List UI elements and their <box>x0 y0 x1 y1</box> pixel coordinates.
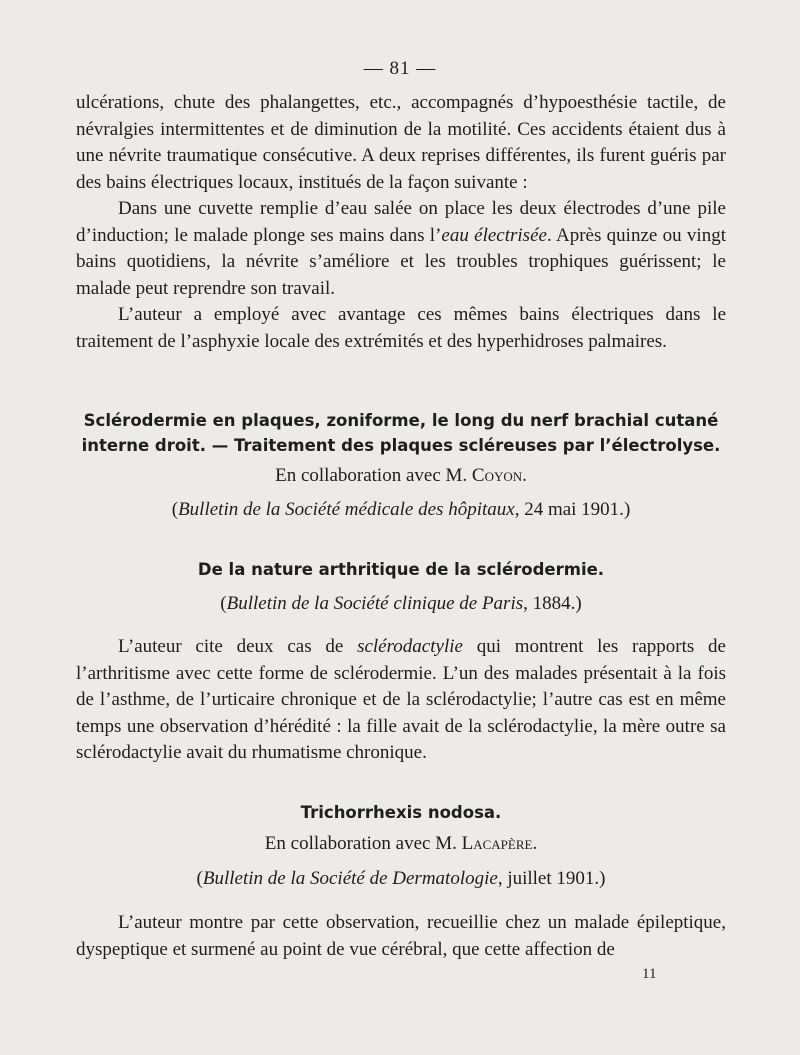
page-number: — 81 — <box>363 58 437 79</box>
section3-body: L’auteur montre par cette observation, recueillie chez un malade épileptique, dyspeptique et surmené au point de vue cérébral, que cette affection de <box>76 912 726 960</box>
collaboration-line-lacapere: En collaboration avec M. Lacapère. <box>264 833 538 854</box>
section-title-sclerodermie-plaques: Sclérodermie en plaques, zoniforme, le long du nerf brachial cutané interne droit. — Traitement des plaques scléreuses par l’électrolyse. <box>81 411 721 455</box>
collaboration-line-coyon: En collaboration avec M. Coyon. <box>275 465 527 486</box>
intro-text <box>76 90 726 355</box>
intro-paragraph-1: ulcérations, chute des phalangettes, etc., accompagnés d’hypoesthésie tactile, de névralgies intermittentes et de diminution de la motilité. Ces accidents étaient dus à une névrite traumatique consécutive. A deux reprises différentes, ils furent guéris par des bains électriques locaux, institués de la façon suivante : <box>76 92 726 193</box>
intro-paragraph-3: L’auteur a employé avec avantage ces mêmes bains électriques dans le traitement de l’asphyxie locale des extrémités et des hyperhidroses palmaires. <box>76 304 726 352</box>
citation-bulletin-dermatologie: (Bulletin de la Société de Dermatologie, juillet 1901.) <box>196 868 606 889</box>
citation-bulletin-hopitaux: (Bulletin de la Société médicale des hôpitaux, 24 mai 1901.) <box>171 499 631 520</box>
section-title-nature-arthritique: De la nature arthritique de la sclérodermie. <box>197 560 605 579</box>
section2-body: L’auteur cite deux cas de sclérodactylie qui montrent les rapports de l’arthritisme avec cette forme de sclérodermie. L’un des malades présentait à la fois de l’asthme, de l’urticaire chronique et de la sclérodactylie; l’autre cas est en même temps une observation d’hérédité : la fille avait de la sclérodactylie, la mère outre sa sclérodactylie avait du rhumatisme chronique. <box>76 636 726 763</box>
section-title-trichorrhexis: Trichorrhexis nodosa. <box>300 803 502 822</box>
signature-mark: 11 <box>642 966 657 982</box>
intro-paragraph-2: Dans une cuvette remplie d’eau salée on place les deux électrodes d’une pile d’induction; le malade plonge ses mains dans l’eau électrisée. Après quinze ou vingt bains quotidiens, la névrite s’améliore et les troubles trophiques guérissent; le malade peut reprendre son travail. <box>76 198 726 299</box>
citation-bulletin-clinique: (Bulletin de la Société clinique de Paris, 1884.) <box>220 593 582 614</box>
